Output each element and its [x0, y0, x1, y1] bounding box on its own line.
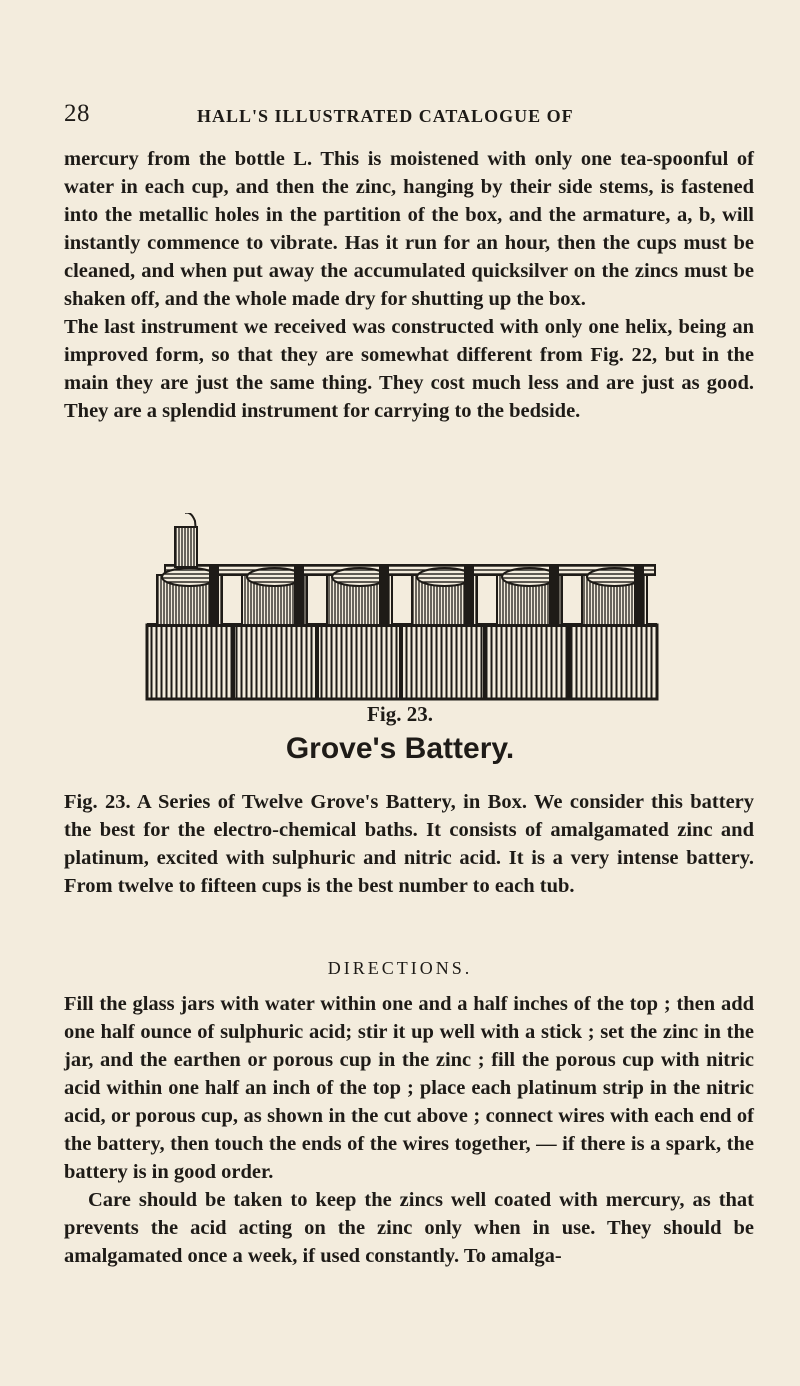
- page-header: [64, 100, 754, 140]
- paragraph: Fill the glass jars with water within one and a half inches of the top ; then add one half ounce of sulphuric acid; stir it up well with a stick ; set the zinc in the jar, and the earthen or porous cup in the zinc ; fill the porous cup with nitric acid within one half an inch of the top ; place each platinum strip in the nitric acid, or porous cup, as shown in the cut above ; connect wires with each end of the battery, then touch the ends of the wires together, — if there is a spark, the battery is in good order.: [64, 993, 754, 1183]
- paragraph: Care should be taken to keep the zincs well coated with mercury, as that prevents the acid acting on the zinc only when in use. They should be amalgamated once a week, if used constantly. To amalga-: [64, 1189, 754, 1267]
- caption-lead: Fig. 23.: [64, 791, 131, 813]
- porous-cup: [247, 568, 302, 586]
- figure-title: Grove's Battery.: [285, 732, 515, 765]
- zinc-strip: [210, 565, 218, 625]
- zinc-strip: [380, 565, 388, 625]
- paragraph: The last instrument we received was constructed with only one helix, being an improved form, so that they are somewhat different from Fig. 22, but in the main they are just the same thing. They cost much less and are just as good. They are a splendid instrument for carrying to the bedside.: [64, 316, 754, 422]
- figure-label: Fig. 23.: [367, 702, 433, 726]
- porous-cup: [587, 568, 642, 586]
- zinc-strip: [465, 565, 473, 625]
- porous-cup: [332, 568, 387, 586]
- directions-heading: DIRECTIONS.: [327, 958, 473, 978]
- body-text-bottom: [64, 990, 754, 1270]
- caption-text: A Series of Twelve Grove's Battery, in Box. We consider this battery the best for the electro-chemical baths. It consists of amalgamated zinc and platinum, excited with sulphuric and nitric acid. It is a very intense battery. From twelve to fifteen cups is the best number to each tub.: [64, 791, 755, 897]
- groves-battery-illustration: [145, 513, 659, 701]
- zinc-strip: [295, 565, 303, 625]
- zinc-strip: [550, 565, 558, 625]
- body-text-top: [64, 145, 754, 425]
- porous-cup: [417, 568, 472, 586]
- porous-cup: [162, 568, 217, 586]
- porous-cup: [502, 568, 557, 586]
- zinc-strip: [635, 565, 643, 625]
- running-head: HALL'S ILLUSTRATED CATALOGUE OF: [197, 106, 574, 126]
- caption-paragraph: [64, 788, 754, 900]
- page-number: 28: [64, 100, 90, 127]
- paragraph: mercury from the bottle L. This is moistened with only one tea-spoonful of water in each cup, and then the zinc, hanging by their side stems, is fastened into the metallic holes in the partition of the box, and the armature, a, b, will instantly commence to vibrate. Has it run for an hour, then the cups must be cleaned, and when put away the accumulated quicksilver on the zincs must be shaken off, and the whole made dry for shutting up the box.: [64, 148, 754, 310]
